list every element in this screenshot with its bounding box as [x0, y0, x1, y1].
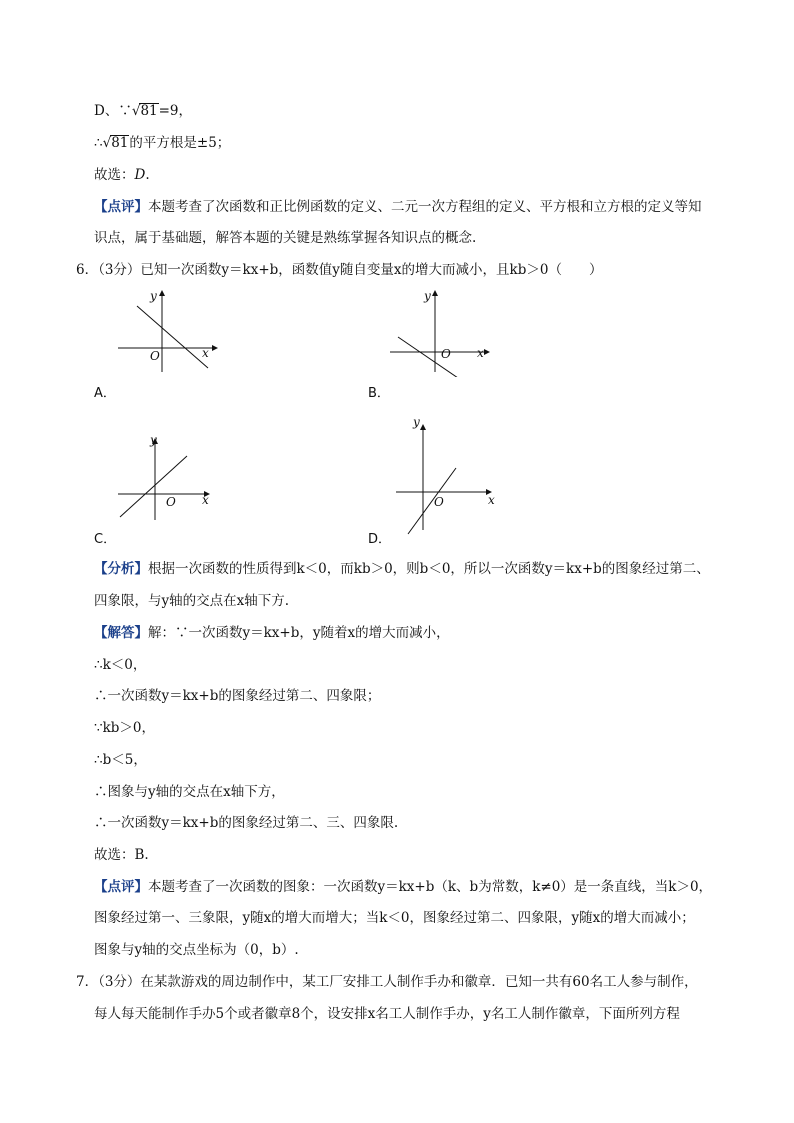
q7-line2: 每人每天能制作手办5个或者徽章8个，设安排x名工人制作手办，y名工人制作徽章，下面所列方程 — [94, 1006, 680, 1022]
answer-line6: ∴图象与y轴的交点在x轴下方， — [94, 784, 285, 800]
y-label: y — [150, 433, 157, 447]
graph-d — [392, 412, 502, 537]
sol5-d-line: D、∵√81=9， — [94, 103, 193, 119]
answer-line2: ∴k＜0， — [94, 657, 147, 673]
x-arrow — [484, 349, 490, 355]
y-label: y — [413, 415, 420, 429]
question-stem: （3分）已知一次函数y＝kx+b，函数值y随自变量x的增大而减小，且kb＞0（ ） — [98, 262, 603, 278]
q7-line1 — [76, 973, 698, 991]
sol5-choose-line — [94, 166, 150, 184]
option-d-label: D． — [368, 532, 392, 547]
answer-tag: 【解答】 — [94, 625, 148, 641]
analysis-text: 根据一次函数的性质得到k＜0，而kb＞0，则b＜0，所以一次函数y＝kx+b的图象经过第二、 — [148, 561, 710, 577]
answer-line3: ∴一次函数y＝kx+b的图象经过第二、四象限； — [94, 688, 381, 704]
x-label: x — [477, 346, 484, 360]
origin-label: O — [166, 495, 176, 509]
d-rest: =9， — [158, 103, 193, 119]
comment-tag: 【点评】 — [94, 199, 148, 215]
analysis-line1 — [94, 560, 710, 578]
d-prefix: D、∵ — [94, 103, 132, 119]
analysis-tag: 【分析】 — [94, 561, 148, 577]
x-arrow — [212, 345, 218, 351]
comment-line3: 图象与y轴的交点坐标为（0，b）. — [94, 942, 299, 958]
sol5-comment-line1 — [94, 198, 702, 216]
function-line — [120, 456, 187, 517]
analysis-line2: 四象限，与y轴的交点在x轴下方. — [94, 593, 290, 609]
sol5-therefore-line: ∴√81的平方根是±5； — [94, 135, 231, 151]
answer-text: 解：∵一次函数y＝kx+b，y随着x的增大而减小， — [148, 625, 450, 641]
comment-text: 本题考查了次函数和正比例函数的定义、二元一次方程组的定义、平方根和立方根的定义等知 — [148, 199, 702, 215]
answer-line4: ∵kb＞0， — [94, 720, 156, 736]
function-line — [137, 306, 208, 368]
answer-line1 — [94, 624, 450, 642]
y-arrow — [420, 424, 426, 430]
graph-b — [384, 282, 494, 377]
d-radicand: 81 — [140, 103, 158, 119]
y-arrow — [159, 290, 165, 296]
origin-label: O — [150, 349, 160, 363]
function-line — [408, 468, 456, 534]
y-label: y — [150, 289, 157, 303]
question-number: 7． — [76, 974, 99, 990]
question-number: 6． — [76, 262, 99, 278]
origin-label: O — [441, 347, 451, 361]
x-label: x — [202, 493, 209, 507]
origin-label: O — [434, 495, 444, 509]
graph-c — [112, 428, 222, 523]
choose-line: 故选：B. — [94, 847, 149, 863]
comment-line2: 图象经过第一、三象限，y随x的增大而增大；当k＜0，图象经过第二、四象限，y随x的增大而减小； — [94, 910, 695, 926]
sol5-comment-line2: 识点，属于基础题，解答本题的关键是熟练掌握各知识点的概念. — [94, 230, 477, 246]
option-b-label: B． — [368, 386, 390, 401]
y-label: y — [424, 289, 431, 303]
choose-prefix: 故选： — [94, 167, 135, 183]
answer-line7: ∴一次函数y＝kx+b的图象经过第二、三、四象限. — [94, 815, 399, 831]
option-a-label: A． — [94, 386, 116, 401]
choose-answer: D — [134, 167, 146, 183]
graph-a — [112, 282, 222, 377]
x-label: x — [202, 346, 209, 360]
comment-line1 — [94, 878, 712, 896]
therefore-rest: 的平方根是±5； — [129, 135, 231, 151]
answer-line5: ∴b＜5， — [94, 752, 147, 768]
therefore-sign: ∴ — [94, 135, 103, 151]
comment-tag: 【点评】 — [94, 879, 148, 895]
therefore-radicand: 81 — [111, 135, 129, 151]
choose-end: . — [145, 167, 150, 183]
q6-stem-line — [76, 261, 602, 279]
question-text: （3分）在某款游戏的周边制作中，某工厂安排工人制作手办和徽章．已知一共有60名工人参与制作， — [98, 974, 698, 990]
x-label: x — [488, 493, 495, 507]
option-c-label: C． — [94, 532, 117, 547]
y-arrow — [432, 290, 438, 296]
comment-text: 本题考查了一次函数的图象：一次函数y＝kx+b（k、b为常数，k≠0）是一条直线，当k＞0， — [148, 879, 713, 895]
